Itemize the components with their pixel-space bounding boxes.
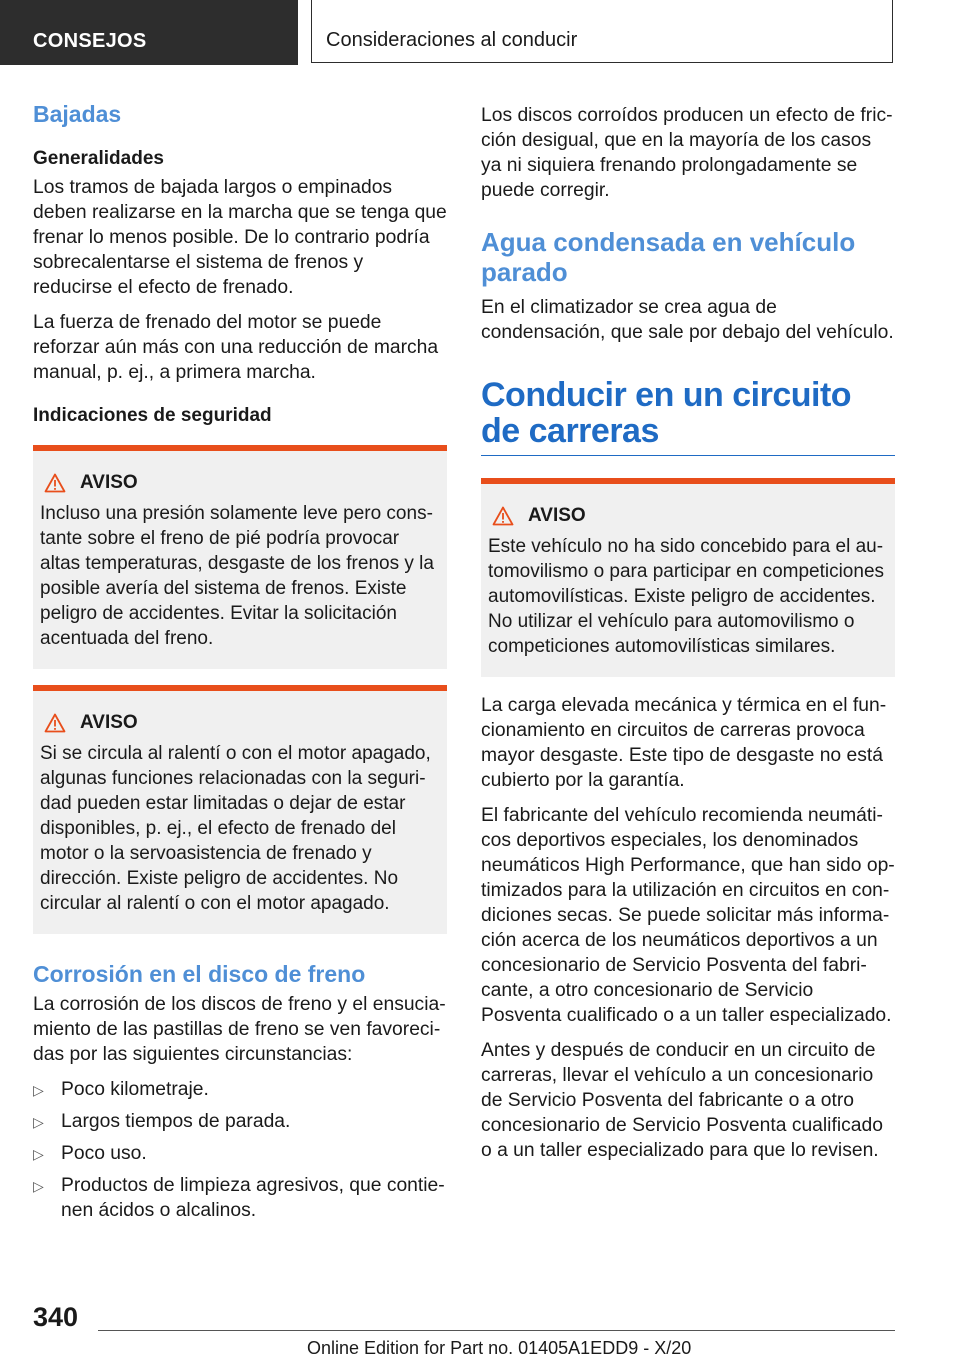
heading-generalidades: Generalidades: [33, 148, 164, 169]
triangle-bullet-icon: ▷: [33, 1146, 44, 1162]
footer-divider: [98, 1330, 895, 1331]
header-section-tab: [0, 0, 298, 65]
paragraph: Los tramos de bajada largos o empinados deben realizarse en la marcha que se tenga que frenar lo menos posible. De lo contrario podría sobrecalentarse el sistema de frenos y reducirse el efecto de frenado.: [33, 177, 447, 298]
list-item: ▷ Largos tiempos de parada.: [33, 1109, 447, 1134]
header-section-label: CONSEJOS: [33, 30, 147, 52]
section-title-circuito: Conducir en un circuito de carreras: [481, 377, 895, 456]
list-item: ▷ Poco kilometraje.: [33, 1077, 447, 1102]
triangle-bullet-icon: ▷: [33, 1114, 44, 1130]
warning-text: Incluso una presión solamente leve pero constante sobre el freno de pié podría provocar altas temperaturas, desgaste de los frenos y la posible avería del sistema de frenos. Existe peligro de accidentes. Evitar la solicitación acentuada del freno.: [40, 503, 434, 649]
warning-triangle-icon: [44, 713, 66, 733]
bullet-list: [33, 1077, 447, 1223]
warning-box: [33, 685, 447, 934]
paragraph: Antes y después de conducir en un circuito de carreras, llevar el vehículo a un concesionario de Servicio Posventa del fabricante o a otro concesionario de Servicio Posventa cualificado o a un taller especializado para que lo revisen.: [481, 1040, 883, 1161]
heading-seguridad: Indicaciones de seguridad: [33, 405, 272, 426]
paragraph: La fuerza de frenado del motor se puede reforzar aún más con una reducción de marcha manual, p. ej., a primera marcha.: [33, 312, 439, 383]
footer-edition: Online Edition for Part no. 01405A1EDD9 - X/20: [307, 1338, 692, 1358]
heading-agua-condensada: Agua condensada en vehículo parado: [481, 227, 856, 287]
warning-text: Si se circula al ralentí o con el motor apagado, algunas funciones relacionadas con la seguridad pueden estar limitadas o dejar de estar disponibles, p. ej., el efecto de frenado del motor o la servoasistencia de frenado y dirección. Existe peligro de accidentes. No circular al ralentí o con el motor apagado.: [40, 743, 431, 914]
warning-triangle-icon: [44, 473, 66, 493]
warning-box: [481, 478, 895, 677]
right-column: [481, 103, 895, 1173]
warning-title: AVISO: [80, 712, 138, 733]
warning-title: AVISO: [80, 472, 138, 493]
paragraph: La carga elevada mecánica y térmica en el funcionamiento en circuitos de carreras provoca mayor desgaste. Este tipo de desgaste no está cubierto por la garantía.: [481, 695, 887, 791]
heading-bajadas: Bajadas: [33, 101, 122, 127]
warning-text: Este vehículo no ha sido concebido para el automovilismo o para participar en competiciones automovilísticas. Existe peligro de accidentes. No utilizar el vehículo para automovilismo o competiciones automovilísticas similares.: [488, 536, 885, 657]
triangle-bullet-icon: ▷: [33, 1178, 44, 1194]
header-title: Consideraciones al conducir: [326, 29, 578, 51]
triangle-bullet-icon: ▷: [33, 1082, 44, 1098]
header-title-box: [311, 0, 893, 63]
paragraph: El fabricante del vehículo recomienda neumáticos deportivos especiales, los denominados neumáticos High Performance, que han sido optimizados para la utilización en circuitos en condiciones secas. Se puede solicitar más información acerca de los neumáticos deportivos a un concesionario de Servicio Posventa del fabricante, a otro concesionario de Servicio Posventa cualificado o a un taller especializado.: [481, 805, 895, 1026]
paragraph: Los discos corroídos producen un efecto de fricción desigual, que en la mayoría de los casos ya ni siquiera frenando prolongadamente se puede corregir.: [481, 105, 893, 201]
warning-triangle-icon: [492, 506, 514, 526]
page-number: 340: [33, 1302, 79, 1332]
warning-box: [33, 445, 447, 669]
paragraph: En el climatizador se crea agua de condensación, que sale por debajo del vehículo.: [481, 297, 894, 343]
list-item: ▷ Productos de limpieza agresivos, que contienen ácidos o alcalinos.: [33, 1175, 445, 1221]
paragraph: La corrosión de los discos de freno y el ensuciamiento de las pastillas de freno se ven favorecidas por las siguientes circunstancias:: [33, 994, 446, 1065]
heading-corrosion: Corrosión en el disco de freno: [33, 961, 366, 987]
left-column: [33, 100, 447, 1230]
list-item: ▷ Poco uso.: [33, 1141, 447, 1166]
warning-title: AVISO: [528, 505, 586, 526]
